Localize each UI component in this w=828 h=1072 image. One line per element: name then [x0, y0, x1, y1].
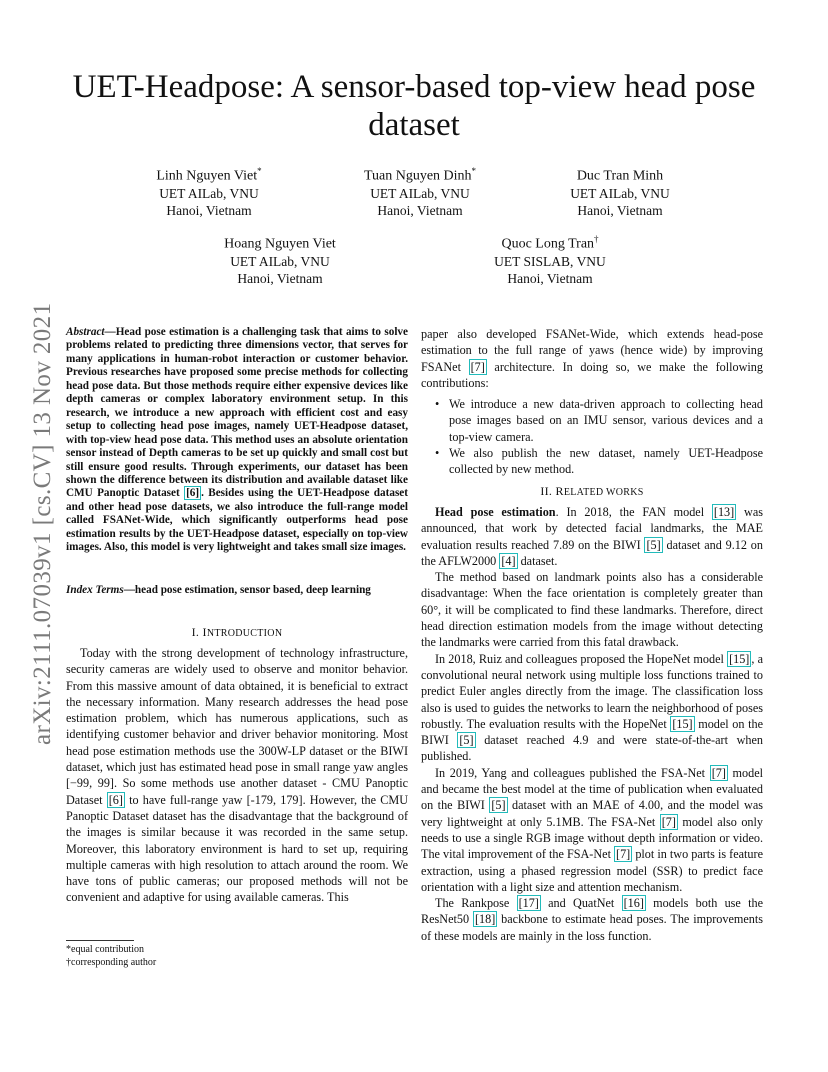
citation-link[interactable]: [5]: [646, 537, 661, 552]
author-mark: *: [471, 166, 477, 176]
author-affiliation: UET AILab, VNU: [230, 253, 330, 269]
paragraph-text: dataset reached 4.9 and were state-of-the-art when published.: [421, 733, 763, 764]
paragraph: [421, 651, 763, 765]
citation-link[interactable]: [15]: [672, 716, 693, 731]
paragraph: The method based on landmark points also has a considerable disadvantage: When the face orientation is completely greater than 60°, it will be complicated to find these landmarks. Therefore, direct head direction estimation models from the image without detecting the landmarks were carried from this fatal drawback.: [421, 570, 763, 650]
author-name: Linh Nguyen Viet: [156, 168, 258, 184]
paragraph-text: In 2019, Yang and colleagues published the FSA-Net: [435, 765, 710, 780]
footnote-corresponding-author: †corresponding author: [66, 956, 157, 968]
list-item-text: We introduce a new data-driven approach to collecting head pose images based on an IMU sensor, various devices and a top-view camera.: [449, 397, 763, 444]
paragraph-text: . In 2018, the FAN model: [555, 505, 712, 519]
author-3: [530, 163, 710, 219]
citation-link[interactable]: [4]: [501, 553, 516, 568]
section-number: II.: [540, 484, 556, 498]
paragraph-text: The Rankpose: [435, 896, 517, 911]
paragraph-text: model and became the best model at the time of publication when evaluated on the BIWI: [421, 765, 764, 813]
section-title-initial: R: [555, 484, 564, 498]
paragraph-text: models both use the ResNet50: [421, 896, 763, 927]
citation-link[interactable]: [6]: [108, 792, 123, 807]
footnote-equal-contribution: *equal contribution: [66, 944, 145, 955]
arxiv-stamp: [14, 285, 64, 745]
paragraph-text: to have full-range yaw [-179, 179]. However, the CMU Panoptic Dataset dataset has the disadvantage that the background of the images is similar because it was recorded in the same setup. Moreover, this laboratory environment is hard to set up, requiring multiple cameras with high resolution to attach around the room. We have tons of public cameras; our proposed methods will not be convenient and adaptive for using available cameras. This: [66, 792, 408, 905]
author-affiliation: UET SISLAB, VNU: [494, 253, 606, 269]
section-heading-introduction: [66, 625, 408, 640]
author-location: Hanoi, Vietnam: [166, 202, 252, 218]
citation-link[interactable]: [6]: [186, 487, 200, 500]
author-mark: †: [594, 234, 599, 244]
abstract-text: —Head pose estimation is a challenging task that aims to solve problems related to predicting three dimensions vector, that serves for many applications in human-robot interaction or customer behavior. Previous researches have proposed some precise methods for collecting head pose data. But those methods require either expensive devices like depth cameras or complex laboratory environment setup. In this research, we introduce a new approach with efficient cost and easy setup to collecting head pose images, namely UET-Headpose dataset, with top-view head pose data. This method uses an absolute orientation sensor instead of Depth cameras to be set up quickly and small cost but still ensure good results. Through experiments, our dataset has been shown the difference between its distribution and available dataset like CMU Panoptic Dataset: [66, 326, 408, 500]
author-location: Hanoi, Vietnam: [507, 270, 593, 286]
bullet-icon: •: [435, 397, 440, 412]
paragraph-text: and QuatNet: [540, 896, 622, 911]
paragraph-text: dataset and 9.12 on the AFLW2000: [421, 537, 763, 568]
author-affiliation: UET AILab, VNU: [370, 185, 470, 201]
author-location: Hanoi, Vietnam: [577, 202, 663, 218]
list-item: [421, 445, 763, 478]
paragraph-text: architecture. In doing so, we make the following contributions:: [421, 359, 763, 390]
author-name: Hoang Nguyen Viet: [224, 236, 336, 252]
author-1: [119, 163, 299, 219]
list-item-text: We also publish the new dataset, namely UET-Headpose collected by new method.: [449, 446, 763, 477]
index-terms-label: Index Terms: [66, 584, 124, 596]
citation-link[interactable]: [5]: [491, 798, 506, 813]
paragraph: [421, 504, 763, 569]
citation-link[interactable]: [16]: [623, 896, 644, 911]
author-affiliation: UET AILab, VNU: [570, 185, 670, 201]
paragraph-text: , a convolutional neural network using multiple loss functions trained to predict Euler angles directly from the image. The classification loss also is used to guides the networks to learn the neighborhood of poses robustly. The evaluation results with the HopeNet: [421, 651, 763, 731]
footnote-rule: [66, 940, 134, 941]
author-affiliation: UET AILab, VNU: [159, 185, 259, 201]
citation-link[interactable]: [5]: [459, 733, 474, 748]
index-terms-text: —head pose estimation, sensor based, deep learning: [123, 584, 371, 596]
paragraph-text: model also only needs to use a single RGB image without depth information or video. The vital improvement of the FSA-Net: [421, 814, 764, 862]
paragraph: [421, 326, 763, 391]
index-terms: [66, 584, 408, 597]
citation-link[interactable]: [15]: [729, 651, 750, 666]
section-title-initial: I: [202, 625, 207, 639]
author-5: [460, 231, 640, 287]
arxiv-stamp-text: arXiv:2111.07039v1 [cs.CV] 13 Nov 2021: [29, 302, 56, 745]
paragraph-text: dataset.: [517, 553, 558, 568]
abstract-text-cont: . Besides using the UET-Headpose dataset and other head pose datasets, we also introduce the full-range model called FSANet-Wide, which significantly outperforms head pose estimation results by the UET-Headpose dataset, especially on top-view images. Also, this model is very lightweight and takes small size images.: [66, 487, 408, 554]
citation-link[interactable]: [18]: [474, 912, 496, 927]
paragraph-text: model on the BIWI: [421, 716, 763, 748]
paragraph-text: was announced, that work by detected facial landmarks, the MAE evaluation results reached 7.89 on the BIWI: [421, 505, 763, 552]
author-name: Tuan Nguyen Dinh: [363, 168, 472, 184]
author-name: Quoc Long Tran: [501, 236, 595, 252]
author-2: [330, 163, 510, 219]
paragraph-text: Today with the strong development of technology infrastructure, security cameras are widely used to observe and monitor behavior. From this massive amount of data obtained, it is beneficial to extract the necessary information. Many research addresses the head pose estimation problem, which has numerous applications, such as identifying customer behavior and driver behavior monitoring. Most head pose estimation methods use the 300W-LP dataset or the BIWI dataset, which just has estimated head pose in small range yaw angles [−99, 99]. So some methods use another dataset - CMU Panoptic Dataset: [66, 646, 408, 807]
paragraph: [421, 765, 763, 895]
citation-link[interactable]: [7]: [470, 359, 485, 374]
author-4: [190, 231, 370, 287]
abstract-label: Abstract: [66, 326, 105, 338]
paragraph-text: paper also developed FSANet-Wide, which extends head-pose estimation to the full range of yaws (hence wide) by improving FSANet: [421, 327, 763, 374]
section-heading-related-works: [421, 484, 763, 499]
author-location: Hanoi, Vietnam: [237, 270, 323, 286]
section-title-rest: NTRODUCTION: [206, 628, 283, 639]
abstract: [66, 326, 408, 555]
section-number: I.: [191, 625, 203, 639]
paragraph-text: dataset with an MAE of 4.00, and the model was very lightweight at only 5.1MB. The FSA-Net: [421, 798, 763, 829]
author-name: Duc Tran Minh: [576, 168, 664, 184]
list-item: [421, 396, 763, 445]
author-mark: *: [257, 166, 262, 176]
section-title-rest: ELATED WORKS: [563, 487, 644, 498]
citation-link[interactable]: [7]: [616, 847, 631, 862]
right-column-top: [421, 326, 763, 478]
related-works-body: [421, 504, 763, 944]
bullet-icon: •: [435, 446, 440, 461]
introduction-body: [66, 645, 408, 906]
citation-link[interactable]: [7]: [711, 765, 726, 780]
footnotes: [66, 944, 266, 969]
paper-title: UET-Headpose: A sensor-based top-view head pose dataset: [72, 69, 756, 143]
paragraph-text: plot in two parts is feature extraction, using a phased regression model (SSR) to predict face orientation with a light size and attention mechanism.: [421, 847, 763, 894]
paragraph-lead: Head pose estimation: [435, 505, 556, 519]
contributions-list: [421, 396, 763, 477]
citation-link[interactable]: [7]: [661, 814, 676, 829]
paragraph: [421, 895, 763, 944]
citation-link[interactable]: [13]: [713, 505, 735, 519]
citation-link[interactable]: [17]: [518, 896, 539, 911]
author-location: Hanoi, Vietnam: [377, 202, 463, 218]
paragraph-text: backbone to estimate head poses. The improvements of these models are mainly in the loss function.: [421, 912, 763, 943]
paragraph: [66, 645, 408, 906]
paragraph-text: In 2018, Ruiz and colleagues proposed the HopeNet model: [435, 651, 728, 666]
